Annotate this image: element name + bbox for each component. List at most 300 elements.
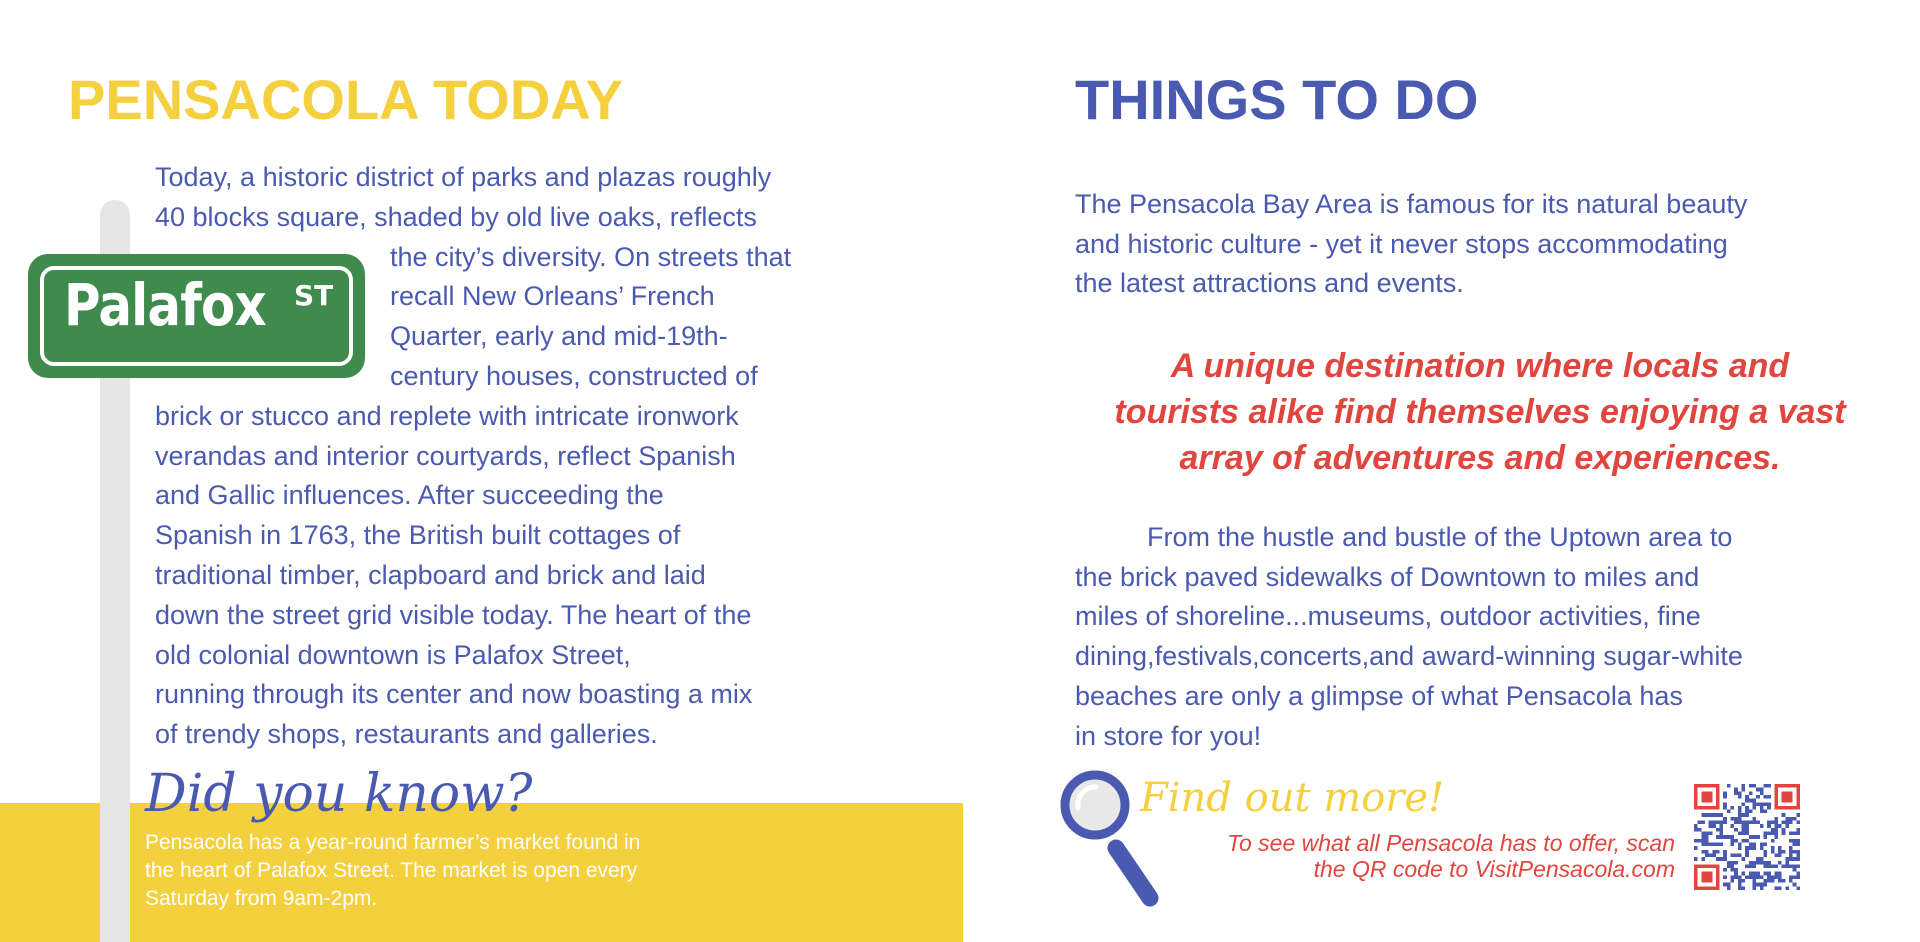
qr-module: [1774, 886, 1778, 890]
qr-module: [1763, 835, 1767, 839]
qr-module: [1731, 864, 1735, 868]
qr-module: [1756, 875, 1760, 879]
qr-module: [1734, 821, 1738, 825]
qr-module: [1701, 839, 1705, 843]
qr-module: [1756, 835, 1760, 839]
qr-module: [1731, 806, 1735, 810]
qr-module: [1767, 879, 1771, 883]
qr-module: [1701, 813, 1705, 817]
qr-module: [1727, 784, 1731, 788]
qr-module: [1705, 853, 1709, 857]
qr-module: [1793, 875, 1797, 879]
qr-module: [1785, 817, 1789, 821]
body-line: Today, a historic district of parks and plazas roughly: [155, 162, 772, 192]
qr-module: [1712, 842, 1716, 846]
qr-module: [1763, 802, 1767, 806]
qr-module: [1738, 853, 1742, 857]
qr-module: [1793, 817, 1797, 821]
qr-module: [1752, 821, 1756, 825]
qr-module: [1734, 817, 1738, 821]
find-out-more-line: the QR code to VisitPensacola.com: [1313, 856, 1675, 882]
qr-module: [1789, 821, 1793, 825]
qr-module: [1742, 813, 1746, 817]
qr-module: [1782, 828, 1786, 832]
street-sign-suffix: ST: [294, 279, 334, 312]
find-out-more-text: [1100, 830, 1675, 882]
qr-module: [1752, 875, 1756, 879]
qr-module: [1752, 799, 1756, 803]
qr-module: [1731, 817, 1735, 821]
qr-module: [1796, 872, 1800, 876]
qr-module: [1742, 824, 1746, 828]
qr-module: [1796, 813, 1800, 817]
qr-module: [1712, 853, 1716, 857]
qr-module: [1774, 832, 1778, 836]
qr-module: [1742, 802, 1746, 806]
qr-module: [1789, 853, 1793, 857]
qr-module: [1778, 846, 1782, 850]
qr-module: [1731, 824, 1735, 828]
qr-module: [1760, 810, 1764, 814]
qr-module: [1731, 835, 1735, 839]
qr-module: [1760, 791, 1764, 795]
qr-module: [1731, 875, 1735, 879]
qr-module: [1709, 842, 1713, 846]
qr-module: [1789, 875, 1793, 879]
qr-module: [1796, 828, 1800, 832]
qr-module: [1763, 872, 1767, 876]
qr-module: [1760, 806, 1764, 810]
qr-module: [1763, 795, 1767, 799]
qr-module: [1756, 857, 1760, 861]
qr-module: [1771, 850, 1775, 854]
qr-module: [1767, 821, 1771, 825]
qr-module: [1720, 824, 1724, 828]
qr-module: [1782, 864, 1786, 868]
qr-module: [1727, 886, 1731, 890]
qr-module: [1723, 817, 1727, 821]
qr-module: [1760, 824, 1764, 828]
qr-module: [1796, 886, 1800, 890]
qr-module: [1796, 853, 1800, 857]
qr-module: [1796, 875, 1800, 879]
qr-module: [1749, 864, 1753, 868]
qr-module: [1785, 886, 1789, 890]
qr-module: [1763, 842, 1767, 846]
qr-module: [1752, 861, 1756, 865]
qr-module: [1705, 835, 1709, 839]
qr-module: [1720, 835, 1724, 839]
qr-module: [1767, 806, 1771, 810]
did-you-know-text: [145, 829, 845, 913]
qr-module: [1774, 864, 1778, 868]
street-sign-name: Palafox: [64, 271, 266, 339]
tagline-line: tourists alike find themselves enjoying a vast: [1114, 393, 1846, 431]
qr-module: [1749, 842, 1753, 846]
qr-module: [1723, 850, 1727, 854]
qr-module: [1789, 846, 1793, 850]
qr-module: [1720, 842, 1724, 846]
qr-module: [1742, 839, 1746, 843]
qr-module: [1712, 850, 1716, 854]
qr-module: [1694, 857, 1698, 861]
qr-module: [1745, 850, 1749, 854]
qr-module: [1789, 850, 1793, 854]
qr-module: [1712, 821, 1716, 825]
qr-module: [1782, 879, 1786, 883]
qr-module: [1738, 886, 1742, 890]
qr-module: [1738, 813, 1742, 817]
things-to-do-intro: [1075, 185, 1875, 304]
qr-module: [1745, 828, 1749, 832]
qr-module: [1716, 821, 1720, 825]
body-line: running through its center and now boasting a mix: [155, 679, 753, 710]
qr-module: [1771, 879, 1775, 883]
qr-module: [1742, 879, 1746, 883]
qr-module: [1789, 832, 1793, 836]
qr-module: [1749, 810, 1753, 814]
qr-module: [1763, 853, 1767, 857]
qr-module: [1709, 813, 1713, 817]
qr-module: [1738, 883, 1742, 887]
qr-module: [1771, 864, 1775, 868]
qr-module: [1763, 784, 1767, 788]
qr-module: [1778, 875, 1782, 879]
qr-module: [1785, 821, 1789, 825]
qr-module: [1727, 810, 1731, 814]
qr-module: [1742, 784, 1746, 788]
qr-module: [1694, 846, 1698, 850]
qr-module: [1767, 802, 1771, 806]
palafox-street-sign: [28, 254, 365, 378]
did-you-know-heading: Did you know?: [145, 764, 533, 824]
qr-module: [1774, 817, 1778, 821]
qr-module: [1742, 832, 1746, 836]
qr-module: [1793, 883, 1797, 887]
qr-module: [1716, 813, 1720, 817]
body-line: verandas and interior courtyards, reflect Spanish: [155, 440, 736, 471]
qr-module: [1734, 791, 1738, 795]
qr-module: [1698, 821, 1702, 825]
qr-module: [1774, 835, 1778, 839]
qr-module: [1731, 853, 1735, 857]
qr-module: [1701, 821, 1705, 825]
pensacola-today-body: [155, 158, 855, 755]
qr-module: [1774, 824, 1778, 828]
qr-module: [1745, 813, 1749, 817]
qr-module: [1752, 817, 1756, 821]
qr-module: [1749, 821, 1753, 825]
did-you-know-line: Saturday from 9am-2pm.: [145, 887, 378, 910]
qr-module: [1738, 821, 1742, 825]
qr-module: [1745, 806, 1749, 810]
qr-module: [1720, 821, 1724, 825]
qr-module: [1723, 853, 1727, 857]
qr-module: [1752, 842, 1756, 846]
qr-module: [1731, 842, 1735, 846]
qr-module: [1727, 835, 1731, 839]
qr-module: [1723, 802, 1727, 806]
qr-module: [1745, 821, 1749, 825]
qr-module: [1760, 802, 1764, 806]
qr-module: [1774, 875, 1778, 879]
qr-module: [1723, 795, 1727, 799]
qr-module: [1709, 824, 1713, 828]
qr-module: [1720, 857, 1724, 861]
qr-module: [1738, 875, 1742, 879]
qr-module: [1694, 839, 1698, 843]
qr-module: [1789, 857, 1793, 861]
qr-module: [1742, 821, 1746, 825]
things-to-do-title: THINGS TO DO: [1075, 68, 1479, 131]
qr-module: [1745, 875, 1749, 879]
qr-module: [1763, 810, 1767, 814]
qr-module: [1774, 821, 1778, 825]
qr-module: [1782, 821, 1786, 825]
qr-module: [1796, 850, 1800, 854]
qr-module: [1727, 883, 1731, 887]
find-out-more-line: To see what all Pensacola has to offer, scan: [1227, 830, 1675, 856]
qr-module: [1763, 864, 1767, 868]
qr-module: [1752, 806, 1756, 810]
body-line: old colonial downtown is Palafox Street,: [155, 639, 631, 670]
qr-module: [1763, 850, 1767, 854]
qr-module: [1745, 853, 1749, 857]
qr-module: [1760, 875, 1764, 879]
qr-module: [1738, 795, 1742, 799]
qr-module: [1767, 864, 1771, 868]
qr-module: [1771, 821, 1775, 825]
qr-module: [1738, 846, 1742, 850]
body-line: century houses, constructed of: [390, 360, 758, 391]
body-line: of trendy shops, restaurants and galleries.: [155, 719, 658, 750]
qr-module: [1723, 835, 1727, 839]
qr-module: [1756, 883, 1760, 887]
qr-module: [1720, 832, 1724, 836]
qr-module: [1756, 821, 1760, 825]
qr-module: [1727, 861, 1731, 865]
qr-module: [1774, 853, 1778, 857]
qr-module: [1756, 788, 1760, 792]
qr-module: [1760, 883, 1764, 887]
tagline-line: A unique destination where locals and: [1170, 347, 1790, 385]
qr-module: [1752, 886, 1756, 890]
body-line: traditional timber, clapboard and brick and laid: [155, 559, 706, 590]
body-line: the city’s diversity. On streets that: [390, 241, 792, 272]
qr-module: [1763, 861, 1767, 865]
qr-module: [1745, 810, 1749, 814]
qr-module: [1749, 799, 1753, 803]
qr-module: [1752, 864, 1756, 868]
qr-module: [1793, 839, 1797, 843]
body-line: miles of shoreline...museums, outdoor activities, fine: [1075, 601, 1701, 632]
qr-module: [1705, 850, 1709, 854]
qr-module: [1709, 832, 1713, 836]
qr-module: [1723, 821, 1727, 825]
qr-module: [1727, 864, 1731, 868]
qr-module: [1712, 813, 1716, 817]
body-line: From the hustle and bustle of the Uptown area to: [1147, 522, 1733, 552]
qr-module: [1731, 861, 1735, 865]
qr-module: [1796, 839, 1800, 843]
qr-module: [1771, 832, 1775, 836]
qr-module: [1723, 875, 1727, 879]
qr-module: [1771, 828, 1775, 832]
qr-module: [1749, 875, 1753, 879]
qr-module: [1694, 824, 1698, 828]
qr-module: [1716, 857, 1720, 861]
qr-module: [1723, 857, 1727, 861]
qr-module: [1705, 839, 1709, 843]
qr-module: [1778, 879, 1782, 883]
qr-module: [1749, 791, 1753, 795]
qr-module: [1785, 864, 1789, 868]
qr-module: [1738, 810, 1742, 814]
find-out-more-heading: Find out more!: [1140, 775, 1445, 821]
qr-module: [1767, 784, 1771, 788]
qr-module: [1694, 828, 1698, 832]
did-you-know-line: Pensacola has a year-round farmer’s market found in: [145, 831, 641, 854]
qr-module: [1738, 806, 1742, 810]
body-line: and Gallic influences. After succeeding the: [155, 480, 664, 511]
qr-module: [1705, 813, 1709, 817]
qr-module: [1742, 857, 1746, 861]
qr-module: [1738, 791, 1742, 795]
qr-module: [1756, 795, 1760, 799]
qr-module: [1734, 868, 1738, 872]
body-line: in store for you!: [1075, 720, 1262, 751]
qr-module: [1716, 835, 1720, 839]
qr-module: [1752, 835, 1756, 839]
qr-module: [1745, 846, 1749, 850]
body-line: brick or stucco and replete with intricate ironwork: [155, 400, 739, 431]
qr-code-icon[interactable]: [1694, 784, 1800, 890]
tagline-line: array of adventures and experiences.: [1179, 439, 1781, 477]
qr-module: [1793, 850, 1797, 854]
qr-module: [1752, 883, 1756, 887]
qr-module: [1734, 853, 1738, 857]
qr-module: [1763, 883, 1767, 887]
body-line: recall New Orleans’ French: [390, 281, 715, 312]
qr-module: [1734, 872, 1738, 876]
qr-module: [1793, 857, 1797, 861]
qr-module: [1749, 872, 1753, 876]
qr-module: [1796, 857, 1800, 861]
qr-module: [1738, 832, 1742, 836]
qr-module: [1749, 846, 1753, 850]
qr-module: [1731, 879, 1735, 883]
qr-module: [1745, 824, 1749, 828]
qr-module: [1778, 850, 1782, 854]
qr-module: [1716, 842, 1720, 846]
qr-module: [1771, 875, 1775, 879]
qr-module: [1782, 832, 1786, 836]
qr-module: [1745, 799, 1749, 803]
qr-module: [1745, 795, 1749, 799]
qr-module: [1767, 872, 1771, 876]
qr-module: [1760, 886, 1764, 890]
body-line: 40 blocks square, shaded by old live oaks, reflects: [155, 201, 757, 232]
body-line: down the street grid visible today. The heart of the: [155, 599, 752, 630]
qr-module: [1734, 839, 1738, 843]
qr-module: [1749, 835, 1753, 839]
qr-module: [1767, 861, 1771, 865]
qr-module: [1698, 839, 1702, 843]
intro-line: The Pensacola Bay Area is famous for its natural beauty: [1075, 189, 1748, 219]
intro-line: and historic culture - yet it never stops accommodating: [1075, 228, 1728, 259]
qr-module: [1789, 879, 1793, 883]
qr-module: [1756, 861, 1760, 865]
qr-module: [1701, 832, 1705, 836]
qr-module: [1701, 835, 1705, 839]
qr-module: [1738, 879, 1742, 883]
qr-module: [1763, 879, 1767, 883]
things-to-do-body: [1075, 518, 1875, 756]
qr-module: [1767, 824, 1771, 828]
qr-module: [1760, 857, 1764, 861]
qr-module: [1796, 821, 1800, 825]
qr-module: [1778, 872, 1782, 876]
body-line: the brick paved sidewalks of Downtown to miles and: [1075, 561, 1700, 592]
body-line: dining,festivals,concerts,and award-winning sugar-white: [1075, 641, 1743, 672]
qr-module: [1716, 850, 1720, 854]
did-you-know-line: the heart of Palafox Street. The market is open every: [145, 859, 638, 882]
qr-module: [1712, 824, 1716, 828]
qr-module: [1701, 850, 1705, 854]
body-line: Spanish in 1763, the British built cottages of: [155, 520, 681, 551]
qr-module: [1742, 788, 1746, 792]
qr-module: [1778, 824, 1782, 828]
qr-module: [1767, 875, 1771, 879]
qr-module: [1793, 832, 1797, 836]
qr-module: [1734, 861, 1738, 865]
qr-module: [1742, 872, 1746, 876]
intro-line: the latest attractions and events.: [1075, 268, 1464, 298]
qr-module: [1734, 788, 1738, 792]
qr-module: [1720, 828, 1724, 832]
qr-module: [1752, 846, 1756, 850]
qr-module: [1701, 842, 1705, 846]
qr-module: [1793, 842, 1797, 846]
qr-module: [1760, 846, 1764, 850]
qr-module: [1785, 861, 1789, 865]
qr-module: [1742, 828, 1746, 832]
qr-module: [1731, 868, 1735, 872]
qr-module: [1774, 828, 1778, 832]
qr-module: [1756, 872, 1760, 876]
qr-module: [1731, 839, 1735, 843]
qr-module: [1760, 861, 1764, 865]
qr-module: [1782, 850, 1786, 854]
qr-module: [1778, 886, 1782, 890]
qr-module: [1752, 872, 1756, 876]
qr-module: [1723, 868, 1727, 872]
qr-module: [1774, 872, 1778, 876]
qr-module: [1763, 832, 1767, 836]
qr-module: [1793, 864, 1797, 868]
qr-module: [1778, 861, 1782, 865]
qr-module: [1705, 832, 1709, 836]
qr-module: [1793, 868, 1797, 872]
qr-module: [1789, 839, 1793, 843]
qr-module: [1745, 839, 1749, 843]
qr-module: [1767, 795, 1771, 799]
qr-module: [1796, 842, 1800, 846]
qr-module: [1734, 875, 1738, 879]
qr-module: [1709, 853, 1713, 857]
qr-module: [1760, 788, 1764, 792]
qr-module: [1742, 886, 1746, 890]
